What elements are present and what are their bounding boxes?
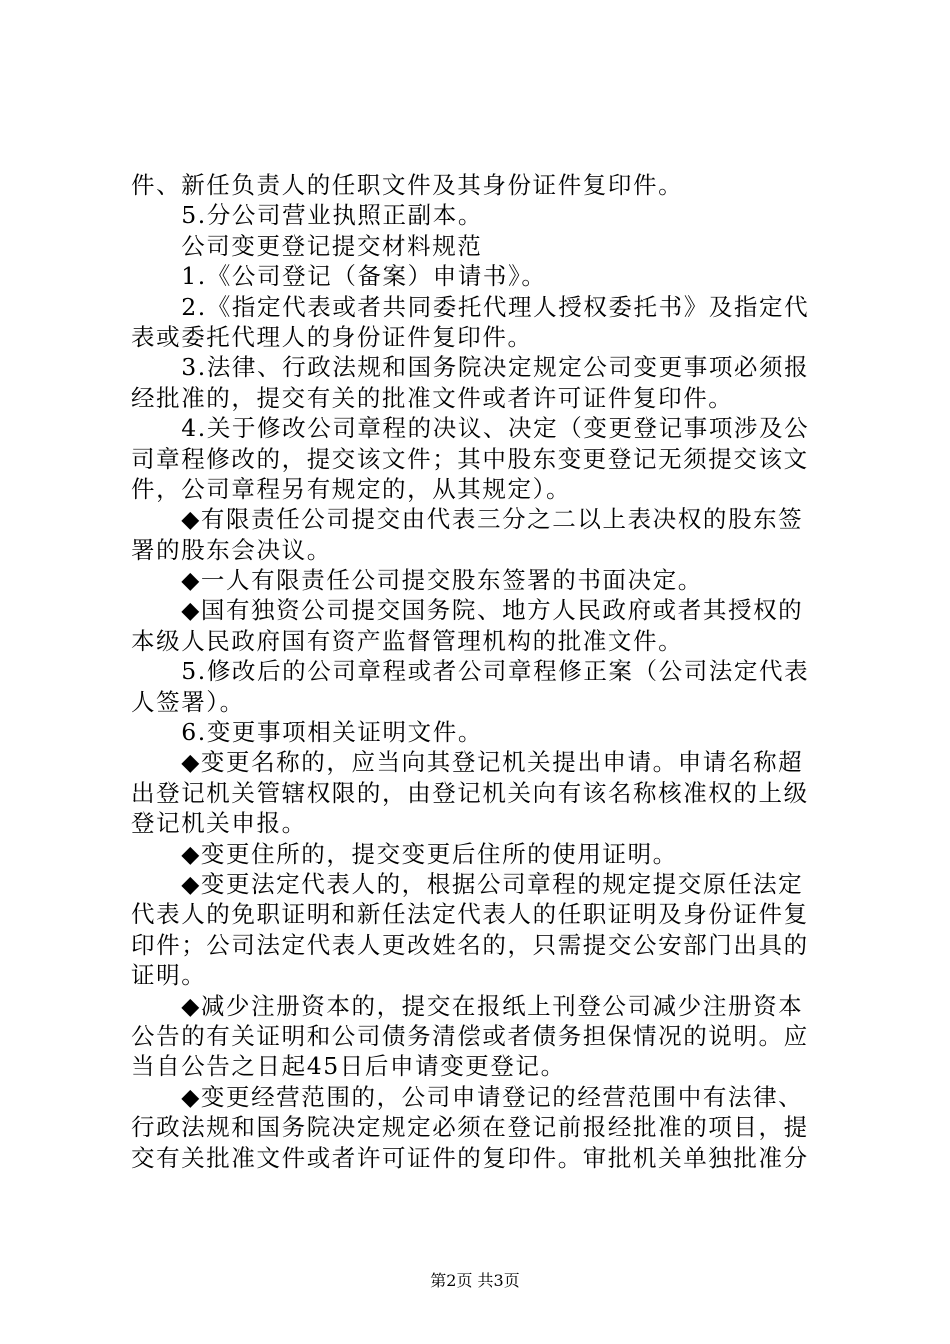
text-line: 代表人的免职证明和新任法定代表人的任职证明及身份证件复 xyxy=(131,900,809,929)
text-line: 5.分公司营业执照正副本。 xyxy=(131,201,483,230)
text-line: 行政法规和国务院决定规定必须在登记前报经批准的项目，提 xyxy=(131,1113,809,1142)
text-line: 登记机关申报。 xyxy=(131,809,307,838)
text-line: 公司变更登记提交材料规范 xyxy=(131,231,483,260)
text-line: 公告的有关证明和公司债务清偿或者债务担保情况的说明。应 xyxy=(131,1021,809,1050)
text-line: ◆国有独资公司提交国务院、地方人民政府或者其授权的 xyxy=(131,596,804,625)
text-line: 表或委托代理人的身份证件复印件。 xyxy=(131,322,533,351)
text-line: 本级人民政府国有资产监督管理机构的批准文件。 xyxy=(131,626,684,655)
text-line: ◆变更经营范围的，公司申请登记的经营范围中有法律、 xyxy=(131,1082,804,1111)
text-line: 印件；公司法定代表人更改姓名的，只需提交公安部门出具的 xyxy=(131,930,809,959)
text-line: ◆变更法定代表人的，根据公司章程的规定提交原任法定 xyxy=(131,869,804,898)
document-body xyxy=(131,170,831,1173)
text-line: ◆一人有限责任公司提交股东签署的书面决定。 xyxy=(131,566,703,595)
text-line: 经批准的，提交有关的批准文件或者许可证件复印件。 xyxy=(131,383,734,412)
text-line: 出登记机关管辖权限的，由登记机关向有该名称核准权的上级 xyxy=(131,778,809,807)
text-line: 司章程修改的，提交该文件；其中股东变更登记无须提交该文 xyxy=(131,444,809,473)
text-line: 2.《指定代表或者共同委托代理人授权委托书》及指定代 xyxy=(131,292,810,321)
text-line: ◆减少注册资本的，提交在报纸上刊登公司减少注册资本 xyxy=(131,991,804,1020)
page-footer: 第2页 共3页 xyxy=(430,1271,520,1290)
text-line: 3.法律、行政法规和国务院决定规定公司变更事项必须报 xyxy=(131,353,810,382)
text-line: 证明。 xyxy=(131,961,207,990)
text-line: 件，公司章程另有规定的，从其规定）。 xyxy=(131,474,572,503)
text-line: 件、新任负责人的任职文件及其身份证件复印件。 xyxy=(131,171,684,199)
text-line: 人签署）。 xyxy=(131,687,245,716)
text-line: 5.修改后的公司章程或者公司章程修正案（公司法定代表 xyxy=(131,657,810,686)
text-line: ◆变更名称的，应当向其登记机关提出申请。申请名称超 xyxy=(131,748,804,777)
text-line: 4.关于修改公司章程的决议、决定（变更登记事项涉及公 xyxy=(131,414,810,443)
text-line: ◆有限责任公司提交由代表三分之二以上表决权的股东签 xyxy=(131,505,804,534)
text-line: 交有关批准文件或者许可证件的复印件。审批机关单独批准分 xyxy=(131,1143,809,1172)
text-line: 6.变更事项相关证明文件。 xyxy=(131,718,483,747)
text-line: ◆变更住所的，提交变更后住所的使用证明。 xyxy=(131,839,678,868)
text-line: 1.《公司登记（备案）申请书》。 xyxy=(131,262,547,291)
text-line: 当自公告之日起45日后申请变更登记。 xyxy=(131,1052,566,1081)
text-line: 署的股东会决议。 xyxy=(131,535,332,564)
